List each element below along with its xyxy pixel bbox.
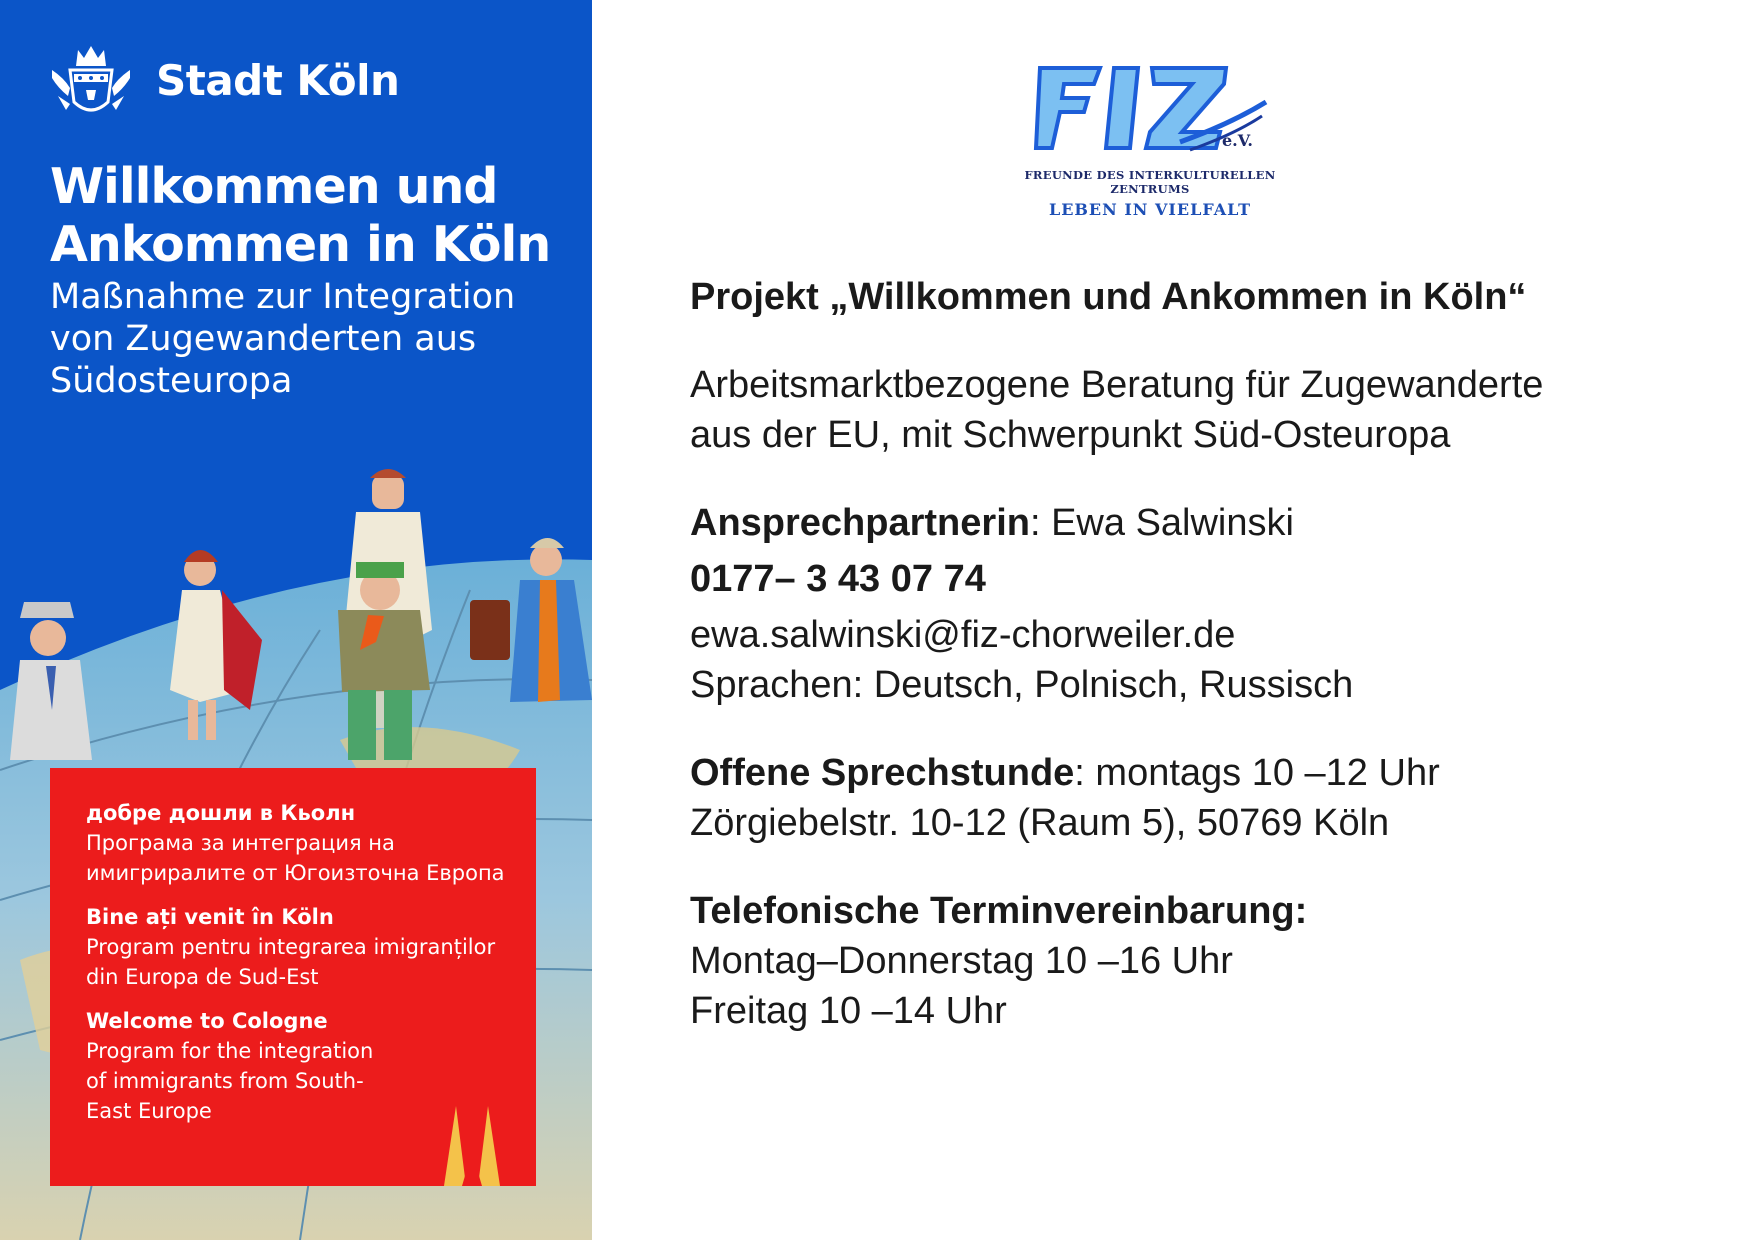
stadt-koeln-panel — [0, 0, 592, 1240]
org-header — [50, 40, 399, 120]
headline-line2: Ankommen in Köln — [50, 216, 551, 273]
contact-label: Ansprechpartnerin — [690, 502, 1030, 544]
org-name: Stadt Köln — [156, 55, 400, 105]
office-hours — [690, 748, 1720, 848]
panel-headline — [50, 158, 570, 274]
phone-appointments — [690, 886, 1720, 1036]
bulgarian-block — [86, 798, 516, 888]
panel-subline: Maßnahme zur Integration von Zugewanderten aus Südosteuropa — [50, 277, 516, 401]
project-description — [690, 360, 1720, 460]
contact-person — [690, 498, 1720, 548]
english-text: Program for the integration of immigrants from South-East Europe — [86, 1039, 374, 1123]
project-info — [690, 272, 1720, 1036]
multilingual-info-box — [50, 768, 536, 1186]
logo-tagline-1: FREUNDE DES INTERKULTURELLEN ZENTRUMS — [1024, 168, 1276, 196]
fiz-logo — [1000, 54, 1300, 219]
project-title: Projekt „Willkommen und Ankommen in Köln“ — [690, 276, 1527, 318]
cathedral-icon — [442, 1102, 502, 1186]
office-address: Zörgiebelstr. 10-12 (Raum 5), 50769 Köln — [690, 802, 1390, 844]
description-line-2: aus der EU, mit Schwerpunkt Süd-Osteuropa — [690, 414, 1451, 456]
romanian-block — [86, 902, 516, 992]
logo-tagline-2: LEBEN IN VIELFALT — [1048, 200, 1252, 219]
office-hours-value: : montags 10 –12 Uhr — [1074, 752, 1440, 794]
spoken-languages: Sprachen: Deutsch, Polnisch, Russisch — [690, 664, 1354, 706]
phone-number[interactable]: 0177– 3 43 07 74 — [690, 558, 986, 600]
contact-details — [690, 610, 1720, 710]
description-line-1: Arbeitsmarktbezogene Beratung für Zugewanderte — [690, 364, 1544, 406]
bulgarian-text: Програма за интеграция на имигриралите от Югоизточна Европа — [86, 831, 505, 885]
headline-line1: Willkommen und — [50, 158, 498, 215]
office-hours-label: Offene Sprechstunde — [690, 752, 1075, 794]
phone-appointments-friday: Freitag 10 –14 Uhr — [690, 990, 1007, 1032]
romanian-text: Program pentru integrarea imigranților din Europa de Sud-Est — [86, 935, 496, 989]
english-block — [86, 1006, 386, 1126]
cologne-crest-icon — [50, 40, 132, 120]
phone-appointments-weekdays: Montag–Donnerstag 10 –16 Uhr — [690, 940, 1233, 982]
email-link[interactable]: ewa.salwinski@fiz-chorweiler.de — [690, 614, 1236, 656]
romanian-title: Bine ați venit în Köln — [86, 905, 334, 929]
logo-ev: e.V. — [1222, 131, 1253, 150]
bulgarian-title: добре дошли в Кьолн — [86, 801, 356, 825]
phone-appointments-label: Telefonische Terminvereinbarung: — [690, 890, 1308, 932]
fiz-logo-mark — [1030, 54, 1270, 158]
english-title: Welcome to Cologne — [86, 1009, 328, 1033]
contact-name: : Ewa Salwinski — [1029, 502, 1294, 544]
